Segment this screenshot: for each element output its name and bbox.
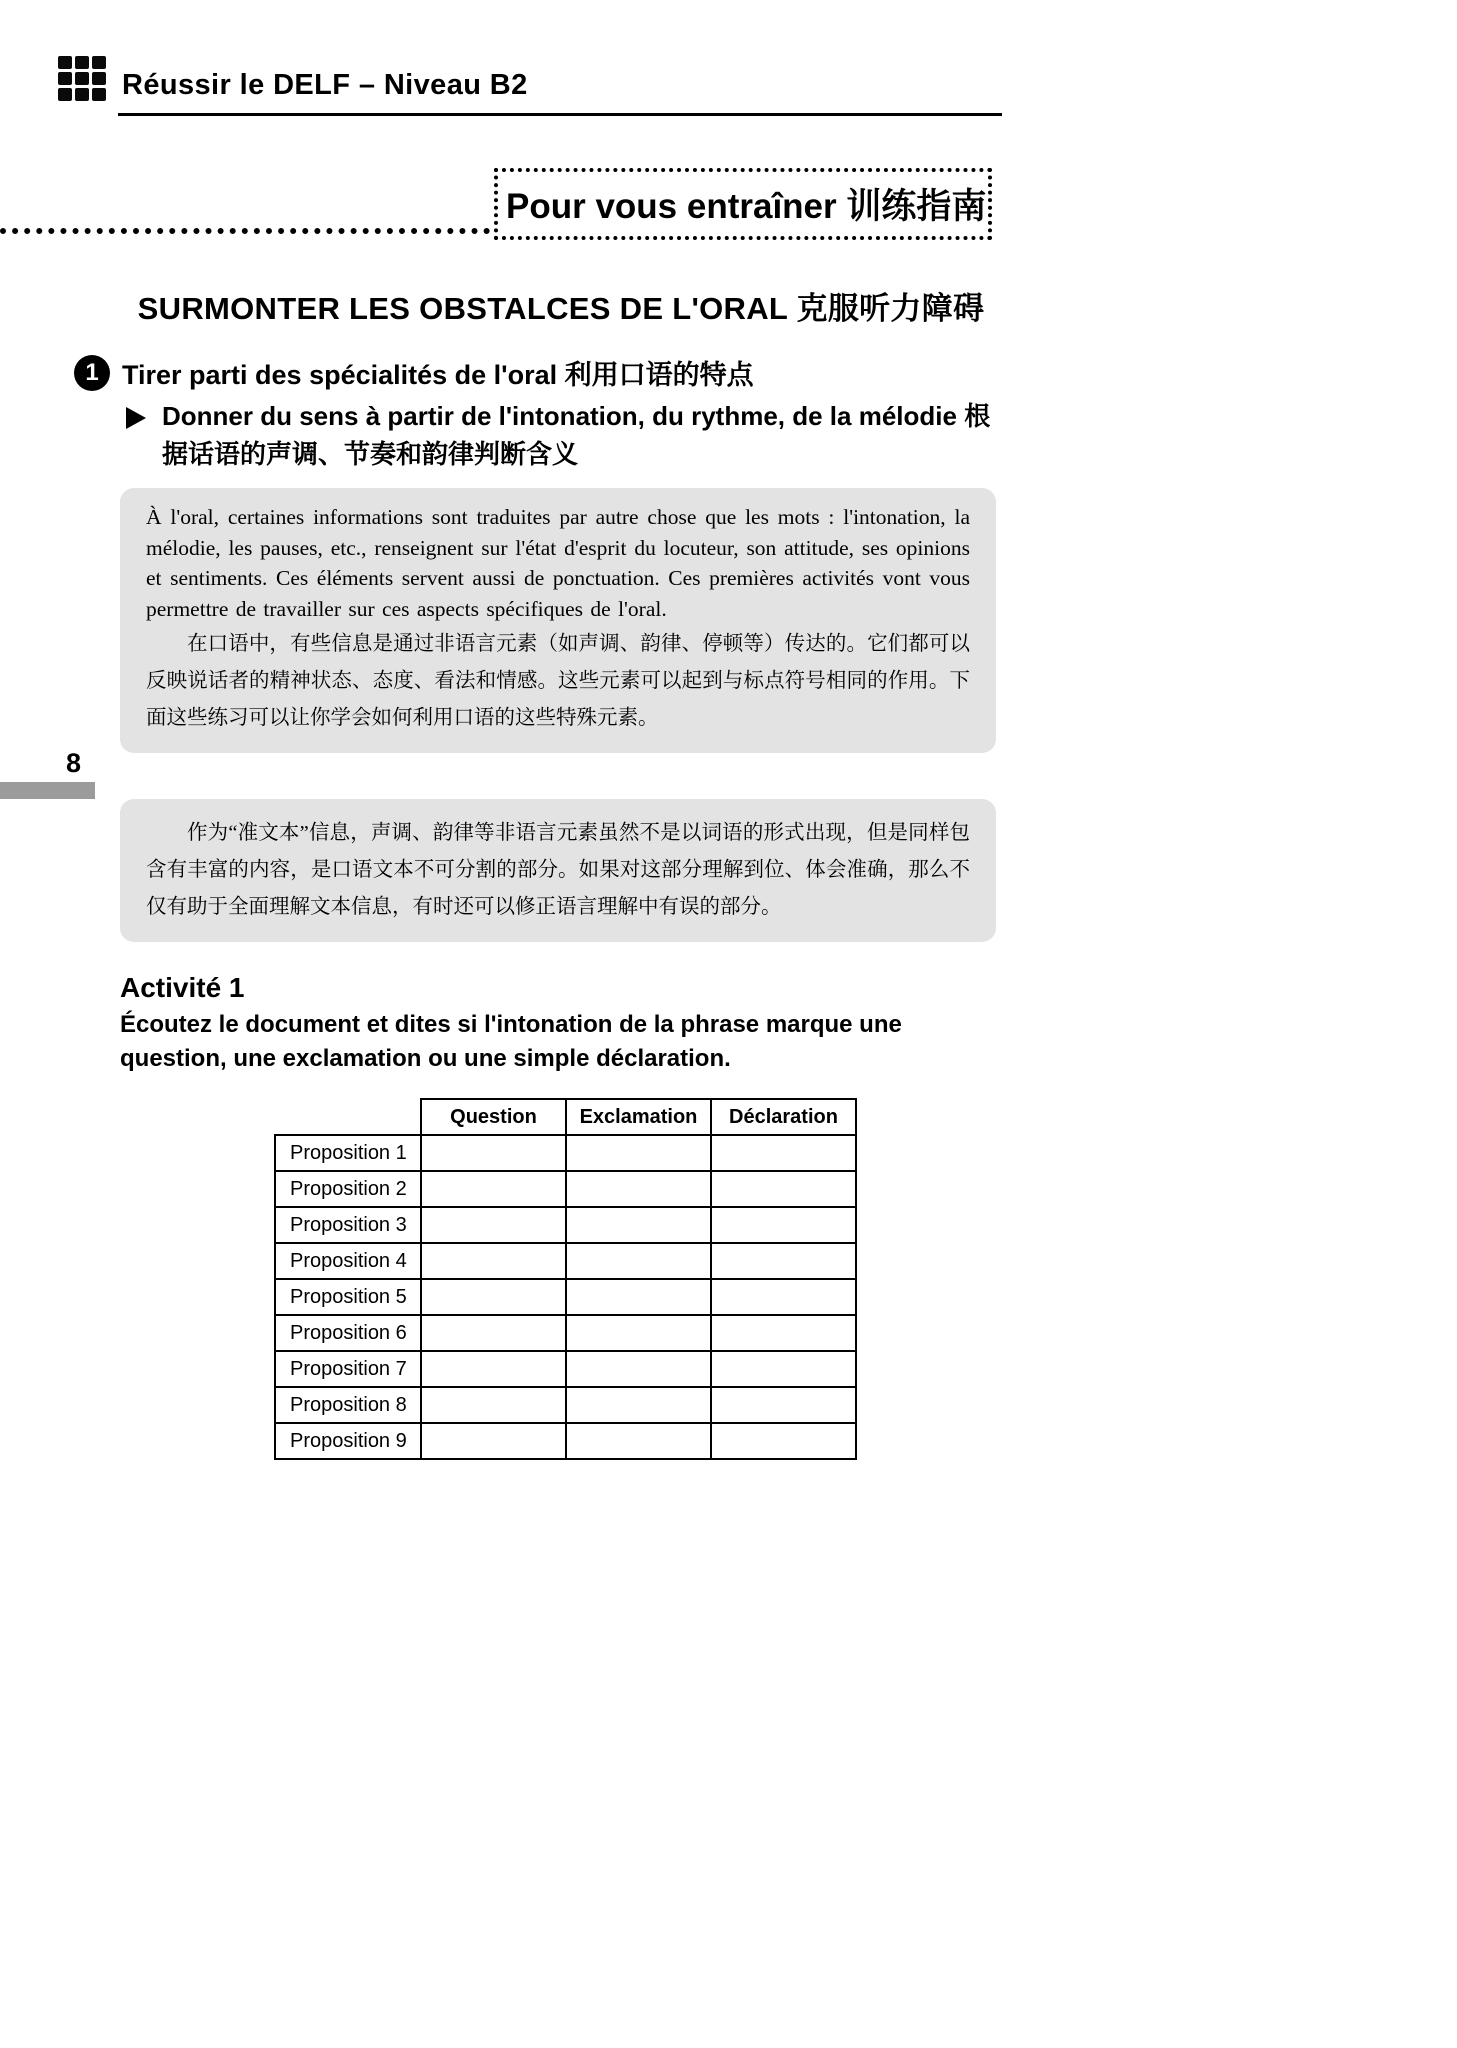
answer-cell [711, 1279, 856, 1315]
page-heading: SURMONTER LES OBSTALCES DE L'ORAL 克服听力障碍 [137, 291, 985, 326]
answer-cell [711, 1135, 856, 1171]
column-header-exclamation: Exclamation [566, 1099, 711, 1135]
answer-cell [566, 1351, 711, 1387]
proposition-label: Proposition 1 [275, 1135, 421, 1171]
answer-cell [566, 1315, 711, 1351]
proposition-label: Proposition 6 [275, 1315, 421, 1351]
proposition-label: Proposition 5 [275, 1279, 421, 1315]
answer-cell [421, 1423, 566, 1459]
intro-info-box [120, 488, 996, 753]
answer-cell [711, 1207, 856, 1243]
book-title: Réussir le DELF – Niveau B2 [122, 69, 528, 101]
column-header-question: Question [421, 1099, 566, 1135]
proposition-label: Proposition 4 [275, 1243, 421, 1279]
publisher-grid-logo-icon [58, 56, 106, 104]
proposition-label: Proposition 9 [275, 1423, 421, 1459]
answers-table-wrapper [274, 1098, 857, 1460]
answer-cell [566, 1135, 711, 1171]
table-row [275, 1207, 856, 1243]
answer-cell [566, 1423, 711, 1459]
answer-cell [711, 1387, 856, 1423]
answer-cell [566, 1207, 711, 1243]
note-info-box [120, 799, 996, 942]
intro-chinese-paragraph: 在口语中，有些信息是通过非语言元素（如声调、韵律、停顿等）传达的。它们都可以反映说话者的精神状态、态度、看法和情感。这些元素可以起到与标点符号相同的作用。下面这些练习可以让你学会如何利用口语的这些特殊元素。 [146, 633, 970, 729]
activity-1-instructions: Écoutez le document et dites si l'intonation de la phrase marque une question, une exclamation ou une simple déclaration. [120, 1011, 902, 1072]
arrow-bullet-icon [126, 407, 146, 429]
answer-cell [421, 1171, 566, 1207]
section-number-badge: 1 [74, 355, 110, 391]
proposition-label: Proposition 7 [275, 1351, 421, 1387]
answer-cell [711, 1243, 856, 1279]
table-row [275, 1135, 856, 1171]
answer-cell [711, 1423, 856, 1459]
table-header-row [275, 1099, 856, 1135]
column-header-declaration: Déclaration [711, 1099, 856, 1135]
table-row [275, 1351, 856, 1387]
page-number-bar [0, 782, 95, 799]
answers-table [274, 1098, 857, 1460]
answer-cell [421, 1387, 566, 1423]
table-row [275, 1243, 856, 1279]
answer-cell [566, 1279, 711, 1315]
table-corner-cell [275, 1099, 421, 1135]
answer-cell [421, 1315, 566, 1351]
answer-cell [711, 1171, 856, 1207]
table-row [275, 1279, 856, 1315]
page-number: 8 [66, 748, 82, 778]
table-row [275, 1171, 856, 1207]
answer-cell [421, 1279, 566, 1315]
table-row [275, 1423, 856, 1459]
answer-cell [566, 1387, 711, 1423]
answer-cell [566, 1171, 711, 1207]
banner-leader-dots [0, 228, 490, 234]
proposition-label: Proposition 8 [275, 1387, 421, 1423]
brand-header [58, 56, 528, 104]
answer-cell [421, 1207, 566, 1243]
proposition-label: Proposition 3 [275, 1207, 421, 1243]
training-banner: Pour vous entraîner 训练指南 [494, 168, 992, 240]
answer-cell [711, 1351, 856, 1387]
header-rule [118, 113, 1002, 116]
section-1-title: Tirer parti des spécialités de l'oral 利用口语的特点 [122, 360, 754, 390]
section-1-subpoint [126, 398, 998, 473]
answer-cell [421, 1243, 566, 1279]
table-row [275, 1315, 856, 1351]
section-1-header [74, 353, 754, 392]
answer-cell [566, 1243, 711, 1279]
note-chinese-paragraph: 作为“准文本”信息，声调、韵律等非语言元素虽然不是以词语的形式出现，但是同样包含有丰富的内容，是口语文本不可分割的部分。如果对这部分理解到位、体会准确，那么不仅有助于全面理解文本信息，有时还可以修正语言理解中有误的部分。 [146, 822, 970, 918]
answer-cell [421, 1351, 566, 1387]
table-row [275, 1387, 856, 1423]
activity-1-title: Activité 1 [120, 972, 245, 1003]
intro-french-paragraph: À l'oral, certaines informations sont traduites par autre chose que les mots : l'intonation, la mélodie, les pauses, etc., renseignent sur l'état d'esprit du locuteur, son attitude, ses opinions et sentiments. Ces éléments servent aussi de ponctuation. Ces premières activités vont vous permettre de travailler sur ces aspects spécifiques de l'oral. [146, 505, 970, 621]
answer-cell [711, 1315, 856, 1351]
proposition-label: Proposition 2 [275, 1171, 421, 1207]
answer-cell [421, 1135, 566, 1171]
subpoint-text: Donner du sens à partir de l'intonation, du rythme, de la mélodie 根据话语的声调、节奏和韵律判断含义 [162, 401, 991, 469]
